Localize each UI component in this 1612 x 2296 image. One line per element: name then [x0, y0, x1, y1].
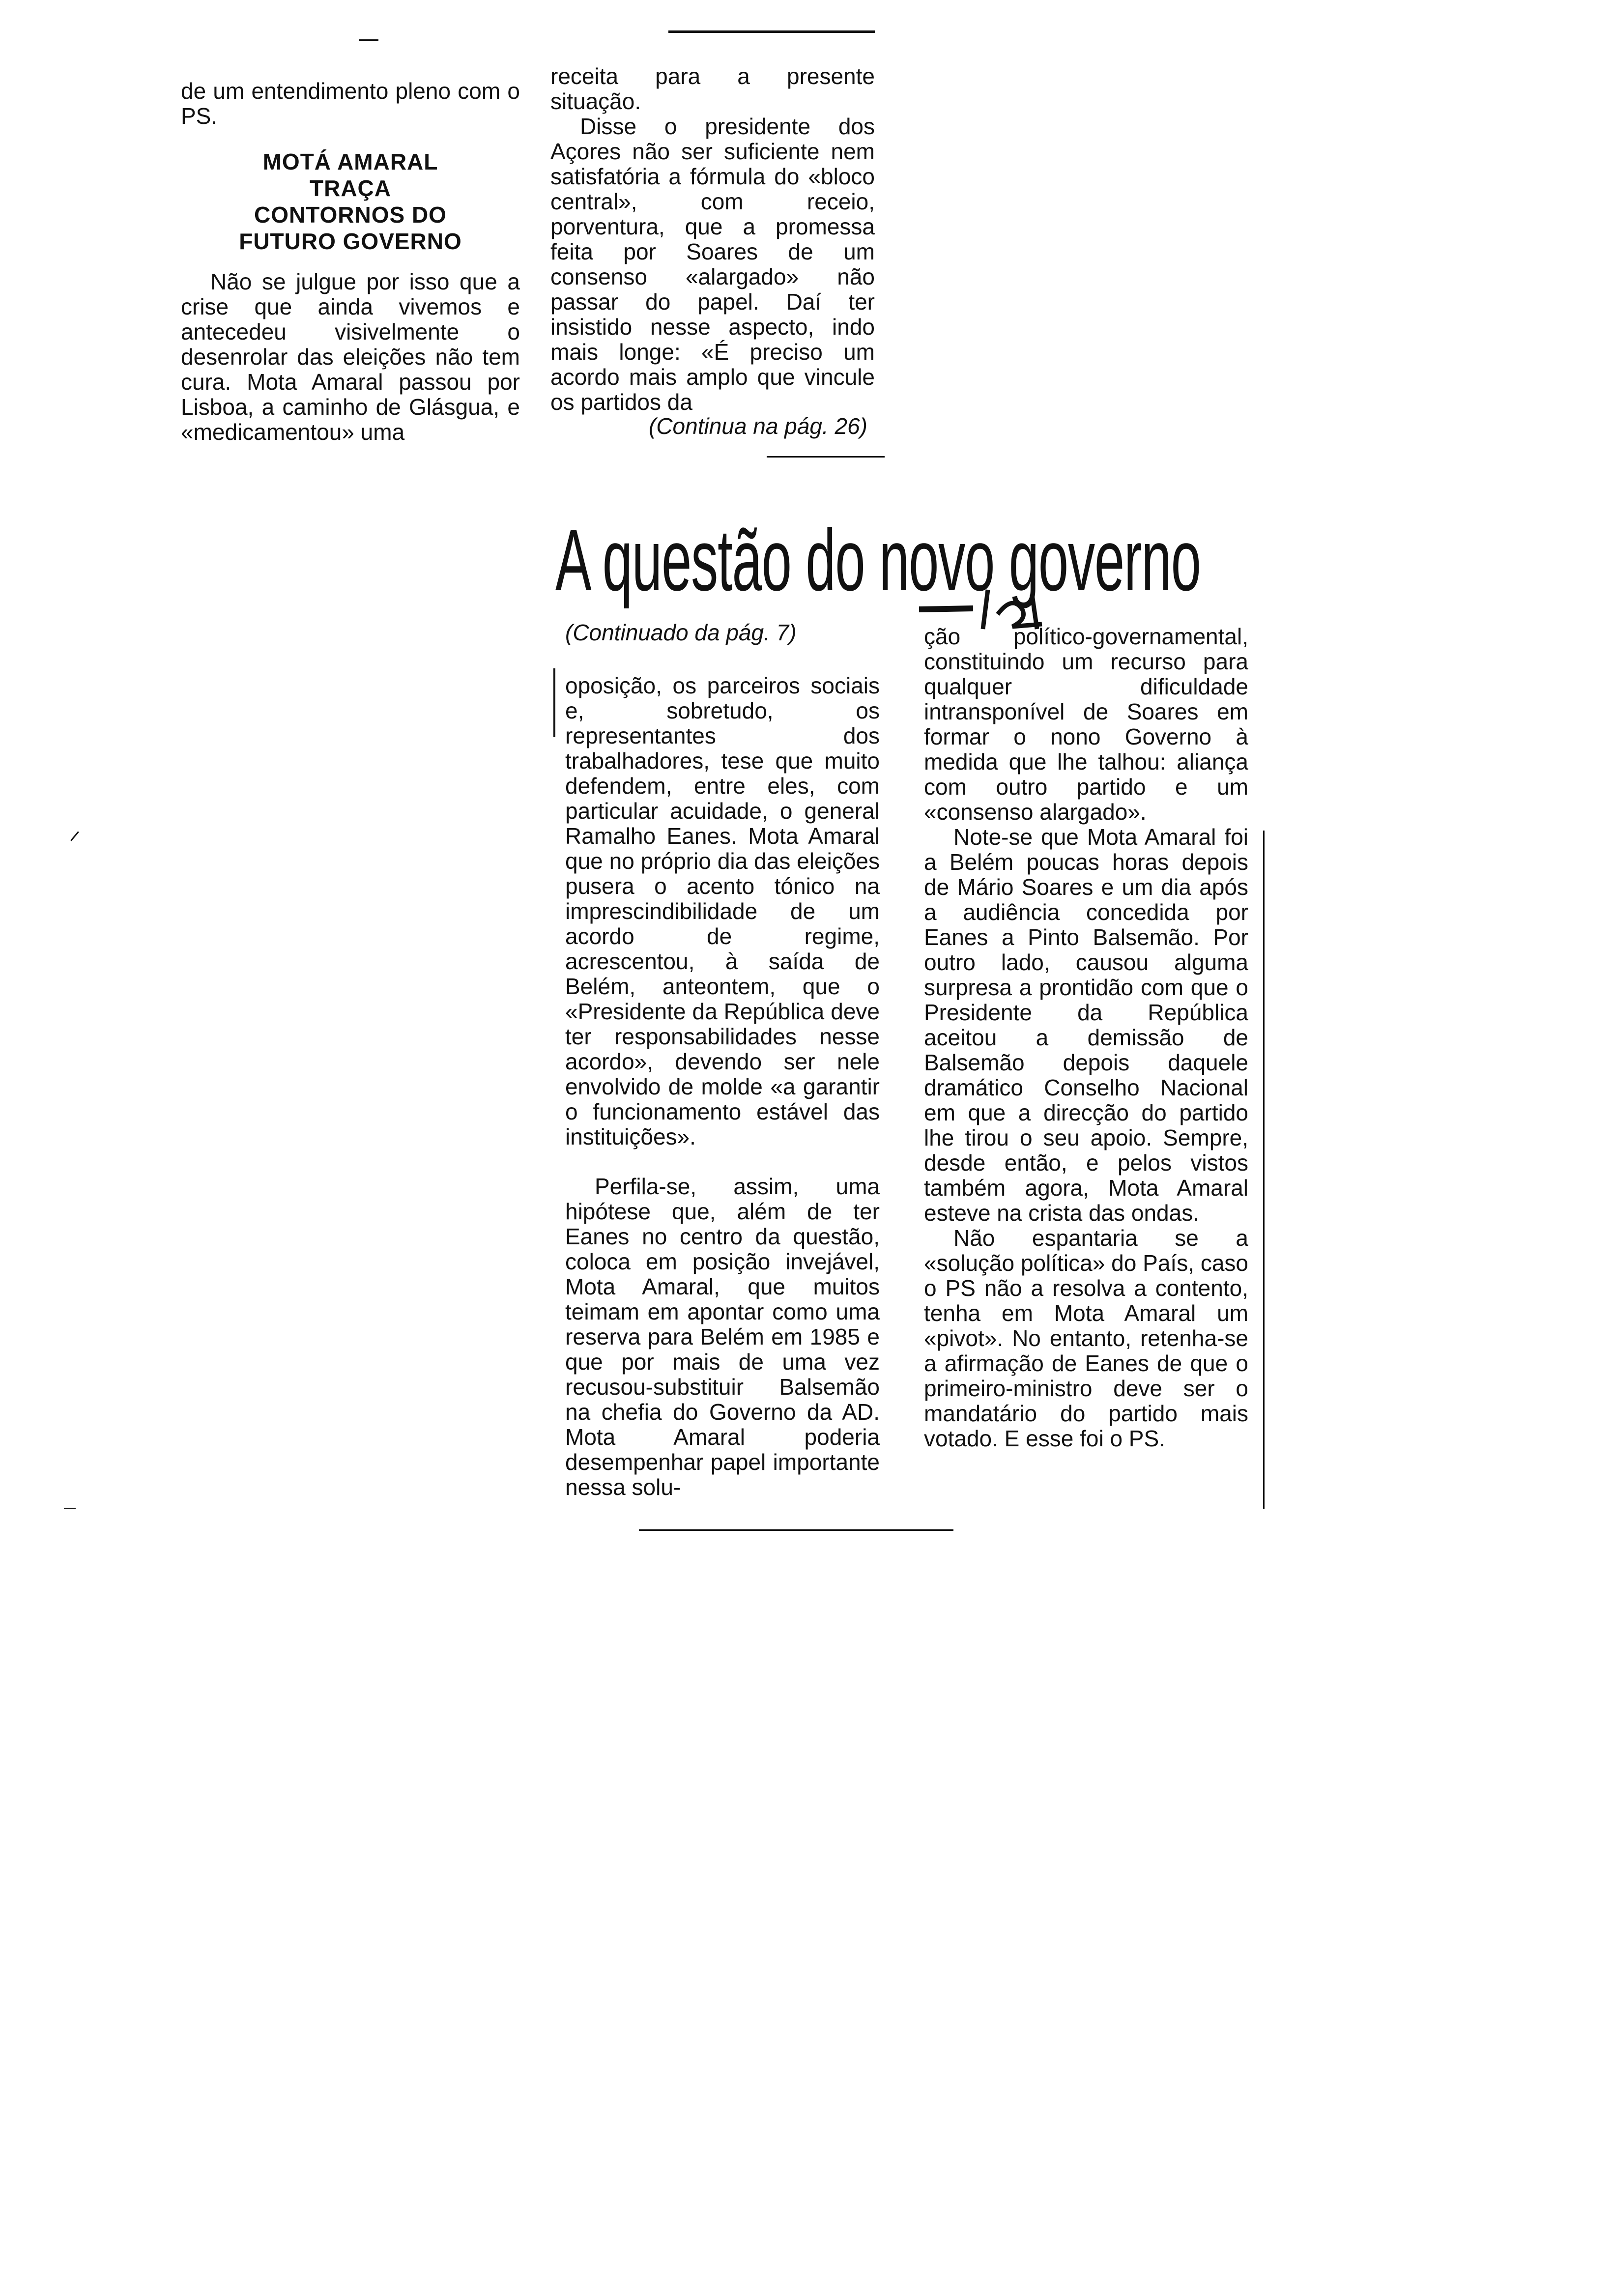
stray-mark [64, 1508, 76, 1509]
column-2-end-rule [767, 456, 885, 458]
column-1 [181, 79, 520, 445]
article-left-paragraph-2: Perfila-se, assim, uma hipótese que, além de ter Eanes no centro da questão, coloca em posição invejável, Mota Amaral, que muitos teimam em apontar como uma reserva para Belém em 1985 e que por mais de uma vez recusou-substituir Balsemão na chefia do Governo da AD. Mota Amaral poderia desempenhar papel importante nessa solu- [565, 1174, 880, 1500]
article-right-paragraph-2: Note-se que Mota Amaral foi a Belém poucas horas depois de Mário Soares e um dia após a audiência concedida por Eanes a Pinto Balsemão. Por outro lado, causou alguma surpresa a prontidão com que o Presidente da República aceitou a demissão de Balsemão depois daquele dramático Conselho Nacional em que a direcção do partido lhe tirou o seu apoio. Sempre, desde então, e pelos vistos também agora, Mota Amaral esteve na crista das ondas. [924, 824, 1248, 1226]
column-1-subheading: MOTÁ AMARAL TRAÇA CONTORNOS DO FUTURO GOVERNO [239, 149, 462, 254]
article-left-paragraph-1: oposição, os parceiros sociais e, sobretudo, os representantes dos trabalhadores, tese que muito defendem, entre eles, com particular acuidade, o general Ramalho Eanes. Mota Amaral que no próprio dia das eleições pusera o acento tónico na imprescindibilidade de um acordo de regime, acrescentou, à saída de Belém, anteontem, que o «Presidente da República deve ter responsabilidades nesse acordo», devendo ser nele envolvido de molde «a garantir o funcionamento estável das instituições». [565, 673, 880, 1149]
stray-mark [70, 831, 79, 841]
top-rule-left [359, 39, 378, 41]
column-2-paragraph: Disse o presidente dos Açores não ser suficiente nem satisfatória a fórmula do «bloco central», com receio, porventura, que a promessa feita por Soares de um consenso «alargado» não passar do papel. Daí ter insistido nesse aspecto, indo mais longe: «É preciso um acordo mais amplo que vincule os partidos da [550, 114, 875, 415]
left-margin-mark [553, 668, 555, 737]
article-headline: A questão do novo governo [555, 511, 1201, 609]
article-right-paragraph-1: ção político-governamental, constituindo um recurso para qualquer dificuldade intransponível de Soares em formar o nono Governo à medida que lhe talhou: aliança com outro partido e um «consenso alargado». [924, 624, 1248, 825]
right-margin-line [1263, 831, 1265, 1509]
article-left-column [565, 673, 880, 1500]
continued-from-note: (Continuado da pág. 7) [565, 620, 797, 645]
article-end-rule [639, 1529, 953, 1531]
top-rule-right [668, 30, 875, 33]
column-2-lead: receita para a presente situação. [550, 63, 875, 114]
column-1-paragraph: Não se julgue por isso que a crise que ainda vivemos e antecedeu visivelmente o desenrolar das eleições não tem cura. Mota Amaral passou por Lisboa, a caminho de Glásgua, e «medicamentou» uma [181, 269, 520, 445]
article-right-paragraph-3: Não espantaria se a «solução política» do País, caso o PS não a resolva a contento, tenha em Mota Amaral um «pivot». No entanto, retenha-se a afirmação de Eanes de que o primeiro-ministro deve ser o mandatário do partido mais votado. E esse foi o PS. [924, 1225, 1248, 1451]
column-1-lead: de um entendimento pleno com o PS. [181, 78, 520, 129]
article-right-column [924, 624, 1248, 1451]
column-2-continues-note: (Continua na pág. 26) [649, 413, 867, 439]
column-2 [550, 64, 875, 415]
